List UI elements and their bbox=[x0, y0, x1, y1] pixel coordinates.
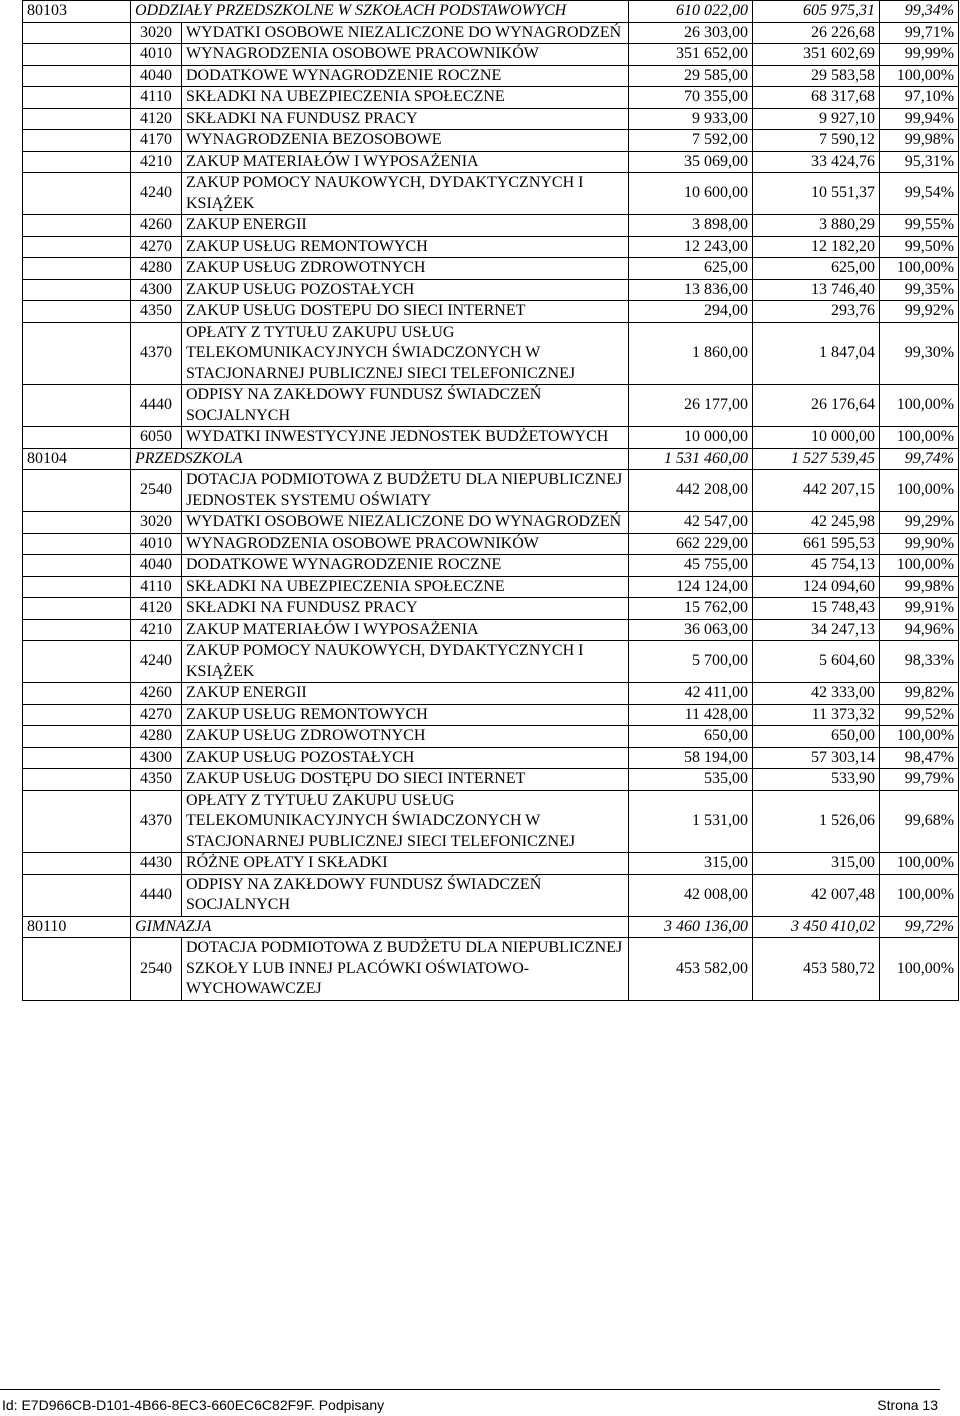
section-executed: 1 527 539,45 bbox=[753, 448, 880, 470]
item-name: OPŁATY Z TYTUŁU ZAKUPU USŁUG TELEKOMUNIKACYJNYCH ŚWIADCZONYCH W STACJONARNEJ PUBLICZNEJ SIECI TELEFONICZNEJ bbox=[182, 322, 629, 385]
section-percent: 99,72% bbox=[880, 916, 959, 938]
empty-dzial-cell bbox=[23, 874, 131, 916]
item-percent: 100,00% bbox=[880, 874, 959, 916]
empty-dzial-cell bbox=[23, 65, 131, 87]
item-name: WYDATKI OSOBOWE NIEZALICZONE DO WYNAGRODZEŃ bbox=[182, 512, 629, 534]
budget-table-body bbox=[23, 1, 959, 1001]
item-percent: 100,00% bbox=[880, 258, 959, 280]
item-row bbox=[23, 683, 959, 705]
item-row bbox=[23, 641, 959, 683]
item-percent: 99,82% bbox=[880, 683, 959, 705]
item-plan: 42 547,00 bbox=[629, 512, 753, 534]
item-name: SKŁADKI NA UBEZPIECZENIA SPOŁECZNE bbox=[182, 87, 629, 109]
item-executed: 5 604,60 bbox=[753, 641, 880, 683]
item-plan: 12 243,00 bbox=[629, 236, 753, 258]
empty-dzial-cell bbox=[23, 619, 131, 641]
item-percent: 99,50% bbox=[880, 236, 959, 258]
item-executed: 293,76 bbox=[753, 301, 880, 323]
budget-table bbox=[22, 0, 959, 1001]
empty-dzial-cell bbox=[23, 555, 131, 577]
item-code: 4270 bbox=[131, 236, 182, 258]
item-plan: 9 933,00 bbox=[629, 108, 753, 130]
item-executed: 1 526,06 bbox=[753, 790, 880, 853]
page-footer bbox=[0, 1389, 940, 1413]
item-row bbox=[23, 533, 959, 555]
item-row bbox=[23, 598, 959, 620]
empty-dzial-cell bbox=[23, 853, 131, 875]
item-plan: 5 700,00 bbox=[629, 641, 753, 683]
item-executed: 15 748,43 bbox=[753, 598, 880, 620]
item-code: 4280 bbox=[131, 726, 182, 748]
item-percent: 99,98% bbox=[880, 130, 959, 152]
item-code: 4240 bbox=[131, 641, 182, 683]
item-row bbox=[23, 130, 959, 152]
item-name: SKŁADKI NA FUNDUSZ PRACY bbox=[182, 598, 629, 620]
item-executed: 13 746,40 bbox=[753, 279, 880, 301]
section-plan: 610 022,00 bbox=[629, 1, 753, 23]
item-row bbox=[23, 65, 959, 87]
item-percent: 99,55% bbox=[880, 215, 959, 237]
item-executed: 26 226,68 bbox=[753, 22, 880, 44]
empty-dzial-cell bbox=[23, 938, 131, 1001]
item-name: DOTACJA PODMIOTOWA Z BUDŻETU DLA NIEPUBLICZNEJ SZKOŁY LUB INNEJ PLACÓWKI OŚWIATOWO-WYCHOWAWCZEJ bbox=[182, 938, 629, 1001]
item-code: 4210 bbox=[131, 151, 182, 173]
section-executed: 605 975,31 bbox=[753, 1, 880, 23]
item-executed: 10 000,00 bbox=[753, 427, 880, 449]
empty-dzial-cell bbox=[23, 704, 131, 726]
empty-dzial-cell bbox=[23, 576, 131, 598]
item-plan: 26 303,00 bbox=[629, 22, 753, 44]
section-code: 80103 bbox=[23, 1, 131, 23]
empty-dzial-cell bbox=[23, 598, 131, 620]
item-percent: 100,00% bbox=[880, 726, 959, 748]
item-name: ODPISY NA ZAKŁDOWY FUNDUSZ ŚWIADCZEŃ SOCJALNYCH bbox=[182, 385, 629, 427]
empty-dzial-cell bbox=[23, 790, 131, 853]
item-executed: 11 373,32 bbox=[753, 704, 880, 726]
item-plan: 315,00 bbox=[629, 853, 753, 875]
item-code: 6050 bbox=[131, 427, 182, 449]
item-code: 4210 bbox=[131, 619, 182, 641]
section-percent: 99,34% bbox=[880, 1, 959, 23]
section-row bbox=[23, 916, 959, 938]
item-percent: 99,54% bbox=[880, 173, 959, 215]
item-percent: 99,94% bbox=[880, 108, 959, 130]
item-executed: 68 317,68 bbox=[753, 87, 880, 109]
item-percent: 99,92% bbox=[880, 301, 959, 323]
item-name: ZAKUP POMOCY NAUKOWYCH, DYDAKTYCZNYCH I KSIĄŻEK bbox=[182, 641, 629, 683]
empty-dzial-cell bbox=[23, 747, 131, 769]
item-name: ZAKUP USŁUG POZOSTAŁYCH bbox=[182, 279, 629, 301]
item-plan: 10 600,00 bbox=[629, 173, 753, 215]
empty-dzial-cell bbox=[23, 512, 131, 534]
item-row bbox=[23, 87, 959, 109]
item-plan: 453 582,00 bbox=[629, 938, 753, 1001]
item-percent: 100,00% bbox=[880, 555, 959, 577]
empty-dzial-cell bbox=[23, 44, 131, 66]
empty-dzial-cell bbox=[23, 322, 131, 385]
item-row bbox=[23, 258, 959, 280]
item-name: ZAKUP USŁUG REMONTOWYCH bbox=[182, 236, 629, 258]
item-row bbox=[23, 555, 959, 577]
item-row bbox=[23, 151, 959, 173]
item-percent: 100,00% bbox=[880, 65, 959, 87]
item-name: ZAKUP MATERIAŁÓW I WYPOSAŻENIA bbox=[182, 619, 629, 641]
item-name: ZAKUP USŁUG ZDROWOTNYCH bbox=[182, 258, 629, 280]
section-name: PRZEDSZKOLA bbox=[131, 448, 629, 470]
item-percent: 100,00% bbox=[880, 938, 959, 1001]
section-plan: 1 531 460,00 bbox=[629, 448, 753, 470]
item-code: 4440 bbox=[131, 874, 182, 916]
item-plan: 10 000,00 bbox=[629, 427, 753, 449]
item-plan: 650,00 bbox=[629, 726, 753, 748]
item-row bbox=[23, 108, 959, 130]
item-percent: 99,30% bbox=[880, 322, 959, 385]
item-code: 4300 bbox=[131, 747, 182, 769]
item-plan: 442 208,00 bbox=[629, 470, 753, 512]
section-name: ODDZIAŁY PRZEDSZKOLNE W SZKOŁACH PODSTAWOWYCH bbox=[131, 1, 629, 23]
item-code: 4260 bbox=[131, 683, 182, 705]
item-name: DODATKOWE WYNAGRODZENIE ROCZNE bbox=[182, 555, 629, 577]
item-plan: 45 755,00 bbox=[629, 555, 753, 577]
section-plan: 3 460 136,00 bbox=[629, 916, 753, 938]
item-percent: 97,10% bbox=[880, 87, 959, 109]
item-plan: 13 836,00 bbox=[629, 279, 753, 301]
section-percent: 99,74% bbox=[880, 448, 959, 470]
item-row bbox=[23, 704, 959, 726]
section-executed: 3 450 410,02 bbox=[753, 916, 880, 938]
item-name: ZAKUP ENERGII bbox=[182, 215, 629, 237]
document-id: Id: E7D966CB-D101-4B66-8EC3-660EC6C82F9F. Podpisany bbox=[2, 1397, 385, 1413]
empty-dzial-cell bbox=[23, 130, 131, 152]
item-code: 2540 bbox=[131, 938, 182, 1001]
item-code: 4120 bbox=[131, 598, 182, 620]
item-plan: 36 063,00 bbox=[629, 619, 753, 641]
item-code: 4270 bbox=[131, 704, 182, 726]
item-code: 4010 bbox=[131, 44, 182, 66]
item-executed: 650,00 bbox=[753, 726, 880, 748]
item-percent: 99,98% bbox=[880, 576, 959, 598]
item-executed: 42 245,98 bbox=[753, 512, 880, 534]
empty-dzial-cell bbox=[23, 641, 131, 683]
item-executed: 533,90 bbox=[753, 769, 880, 791]
item-executed: 33 424,76 bbox=[753, 151, 880, 173]
item-row bbox=[23, 790, 959, 853]
section-code: 80110 bbox=[23, 916, 131, 938]
item-plan: 535,00 bbox=[629, 769, 753, 791]
item-name: ZAKUP USŁUG DOSTEPU DO SIECI INTERNET bbox=[182, 301, 629, 323]
item-code: 2540 bbox=[131, 470, 182, 512]
item-plan: 294,00 bbox=[629, 301, 753, 323]
item-row bbox=[23, 427, 959, 449]
item-executed: 442 207,15 bbox=[753, 470, 880, 512]
item-executed: 34 247,13 bbox=[753, 619, 880, 641]
empty-dzial-cell bbox=[23, 173, 131, 215]
item-name: DODATKOWE WYNAGRODZENIE ROCZNE bbox=[182, 65, 629, 87]
item-name: WYNAGRODZENIA BEZOSOBOWE bbox=[182, 130, 629, 152]
item-plan: 58 194,00 bbox=[629, 747, 753, 769]
item-executed: 661 595,53 bbox=[753, 533, 880, 555]
item-percent: 98,47% bbox=[880, 747, 959, 769]
item-plan: 42 008,00 bbox=[629, 874, 753, 916]
item-executed: 9 927,10 bbox=[753, 108, 880, 130]
item-row bbox=[23, 215, 959, 237]
item-code: 4040 bbox=[131, 65, 182, 87]
item-executed: 29 583,58 bbox=[753, 65, 880, 87]
item-percent: 100,00% bbox=[880, 853, 959, 875]
item-percent: 99,71% bbox=[880, 22, 959, 44]
item-row bbox=[23, 279, 959, 301]
item-percent: 99,52% bbox=[880, 704, 959, 726]
item-plan: 35 069,00 bbox=[629, 151, 753, 173]
item-plan: 70 355,00 bbox=[629, 87, 753, 109]
item-plan: 7 592,00 bbox=[629, 130, 753, 152]
item-percent: 98,33% bbox=[880, 641, 959, 683]
item-code: 3020 bbox=[131, 22, 182, 44]
item-code: 4350 bbox=[131, 769, 182, 791]
item-row bbox=[23, 853, 959, 875]
item-name: ZAKUP ENERGII bbox=[182, 683, 629, 705]
item-name: DOTACJA PODMIOTOWA Z BUDŻETU DLA NIEPUBLICZNEJ JEDNOSTEK SYSTEMU OŚWIATY bbox=[182, 470, 629, 512]
item-code: 4430 bbox=[131, 853, 182, 875]
item-executed: 3 880,29 bbox=[753, 215, 880, 237]
item-name: SKŁADKI NA UBEZPIECZENIA SPOŁECZNE bbox=[182, 576, 629, 598]
item-code: 4260 bbox=[131, 215, 182, 237]
item-plan: 15 762,00 bbox=[629, 598, 753, 620]
section-code: 80104 bbox=[23, 448, 131, 470]
item-code: 4370 bbox=[131, 322, 182, 385]
item-percent: 94,96% bbox=[880, 619, 959, 641]
item-percent: 99,79% bbox=[880, 769, 959, 791]
item-plan: 124 124,00 bbox=[629, 576, 753, 598]
item-row bbox=[23, 576, 959, 598]
item-code: 4350 bbox=[131, 301, 182, 323]
item-name: ZAKUP USŁUG DOSTĘPU DO SIECI INTERNET bbox=[182, 769, 629, 791]
item-name: WYNAGRODZENIA OSOBOWE PRACOWNIKÓW bbox=[182, 533, 629, 555]
item-plan: 1 531,00 bbox=[629, 790, 753, 853]
empty-dzial-cell bbox=[23, 279, 131, 301]
empty-dzial-cell bbox=[23, 470, 131, 512]
item-name: ZAKUP POMOCY NAUKOWYCH, DYDAKTYCZNYCH I KSIĄŻEK bbox=[182, 173, 629, 215]
section-name: GIMNAZJA bbox=[131, 916, 629, 938]
item-executed: 351 602,69 bbox=[753, 44, 880, 66]
item-row bbox=[23, 769, 959, 791]
item-percent: 99,99% bbox=[880, 44, 959, 66]
item-plan: 662 229,00 bbox=[629, 533, 753, 555]
item-row bbox=[23, 874, 959, 916]
item-code: 4280 bbox=[131, 258, 182, 280]
item-percent: 99,91% bbox=[880, 598, 959, 620]
item-percent: 100,00% bbox=[880, 427, 959, 449]
item-plan: 26 177,00 bbox=[629, 385, 753, 427]
item-executed: 625,00 bbox=[753, 258, 880, 280]
item-name: WYDATKI INWESTYCYJNE JEDNOSTEK BUDŻETOWYCH bbox=[182, 427, 629, 449]
item-plan: 3 898,00 bbox=[629, 215, 753, 237]
item-row bbox=[23, 470, 959, 512]
item-name: WYNAGRODZENIA OSOBOWE PRACOWNIKÓW bbox=[182, 44, 629, 66]
empty-dzial-cell bbox=[23, 427, 131, 449]
empty-dzial-cell bbox=[23, 726, 131, 748]
item-executed: 57 303,14 bbox=[753, 747, 880, 769]
item-plan: 29 585,00 bbox=[629, 65, 753, 87]
empty-dzial-cell bbox=[23, 301, 131, 323]
item-row bbox=[23, 173, 959, 215]
item-executed: 315,00 bbox=[753, 853, 880, 875]
item-code: 4010 bbox=[131, 533, 182, 555]
item-name: WYDATKI OSOBOWE NIEZALICZONE DO WYNAGRODZEŃ bbox=[182, 22, 629, 44]
item-code: 4120 bbox=[131, 108, 182, 130]
empty-dzial-cell bbox=[23, 683, 131, 705]
empty-dzial-cell bbox=[23, 87, 131, 109]
item-plan: 625,00 bbox=[629, 258, 753, 280]
item-percent: 99,29% bbox=[880, 512, 959, 534]
item-row bbox=[23, 512, 959, 534]
item-executed: 12 182,20 bbox=[753, 236, 880, 258]
item-executed: 124 094,60 bbox=[753, 576, 880, 598]
item-name: ODPISY NA ZAKŁDOWY FUNDUSZ ŚWIADCZEŃ SOCJALNYCH bbox=[182, 874, 629, 916]
item-code: 4110 bbox=[131, 576, 182, 598]
item-percent: 99,90% bbox=[880, 533, 959, 555]
item-percent: 95,31% bbox=[880, 151, 959, 173]
item-name: ZAKUP USŁUG REMONTOWYCH bbox=[182, 704, 629, 726]
item-plan: 351 652,00 bbox=[629, 44, 753, 66]
item-plan: 42 411,00 bbox=[629, 683, 753, 705]
item-percent: 100,00% bbox=[880, 470, 959, 512]
item-code: 4040 bbox=[131, 555, 182, 577]
item-code: 4240 bbox=[131, 173, 182, 215]
item-row bbox=[23, 938, 959, 1001]
item-row bbox=[23, 322, 959, 385]
item-name: OPŁATY Z TYTUŁU ZAKUPU USŁUG TELEKOMUNIKACYJNYCH ŚWIADCZONYCH W STACJONARNEJ PUBLICZNEJ SIECI TELEFONICZNEJ bbox=[182, 790, 629, 853]
item-row bbox=[23, 747, 959, 769]
item-executed: 42 007,48 bbox=[753, 874, 880, 916]
item-row bbox=[23, 22, 959, 44]
empty-dzial-cell bbox=[23, 215, 131, 237]
section-row bbox=[23, 448, 959, 470]
empty-dzial-cell bbox=[23, 258, 131, 280]
item-executed: 453 580,72 bbox=[753, 938, 880, 1001]
item-executed: 10 551,37 bbox=[753, 173, 880, 215]
item-name: RÓŻNE OPŁATY I SKŁADKI bbox=[182, 853, 629, 875]
item-row bbox=[23, 385, 959, 427]
item-executed: 45 754,13 bbox=[753, 555, 880, 577]
empty-dzial-cell bbox=[23, 533, 131, 555]
item-row bbox=[23, 619, 959, 641]
empty-dzial-cell bbox=[23, 22, 131, 44]
item-code: 4370 bbox=[131, 790, 182, 853]
empty-dzial-cell bbox=[23, 236, 131, 258]
empty-dzial-cell bbox=[23, 769, 131, 791]
item-executed: 42 333,00 bbox=[753, 683, 880, 705]
empty-dzial-cell bbox=[23, 151, 131, 173]
item-executed: 7 590,12 bbox=[753, 130, 880, 152]
item-code: 4110 bbox=[131, 87, 182, 109]
empty-dzial-cell bbox=[23, 385, 131, 427]
item-executed: 26 176,64 bbox=[753, 385, 880, 427]
item-percent: 99,35% bbox=[880, 279, 959, 301]
item-percent: 100,00% bbox=[880, 385, 959, 427]
item-row bbox=[23, 301, 959, 323]
item-row bbox=[23, 44, 959, 66]
item-plan: 1 860,00 bbox=[629, 322, 753, 385]
item-name: ZAKUP MATERIAŁÓW I WYPOSAŻENIA bbox=[182, 151, 629, 173]
section-row bbox=[23, 1, 959, 23]
empty-dzial-cell bbox=[23, 108, 131, 130]
page-number: Strona 13 bbox=[877, 1397, 938, 1413]
item-code: 4170 bbox=[131, 130, 182, 152]
item-executed: 1 847,04 bbox=[753, 322, 880, 385]
item-plan: 11 428,00 bbox=[629, 704, 753, 726]
item-code: 4440 bbox=[131, 385, 182, 427]
item-code: 4300 bbox=[131, 279, 182, 301]
item-row bbox=[23, 236, 959, 258]
item-code: 3020 bbox=[131, 512, 182, 534]
item-name: ZAKUP USŁUG POZOSTAŁYCH bbox=[182, 747, 629, 769]
item-name: ZAKUP USŁUG ZDROWOTNYCH bbox=[182, 726, 629, 748]
item-percent: 99,68% bbox=[880, 790, 959, 853]
item-name: SKŁADKI NA FUNDUSZ PRACY bbox=[182, 108, 629, 130]
item-row bbox=[23, 726, 959, 748]
